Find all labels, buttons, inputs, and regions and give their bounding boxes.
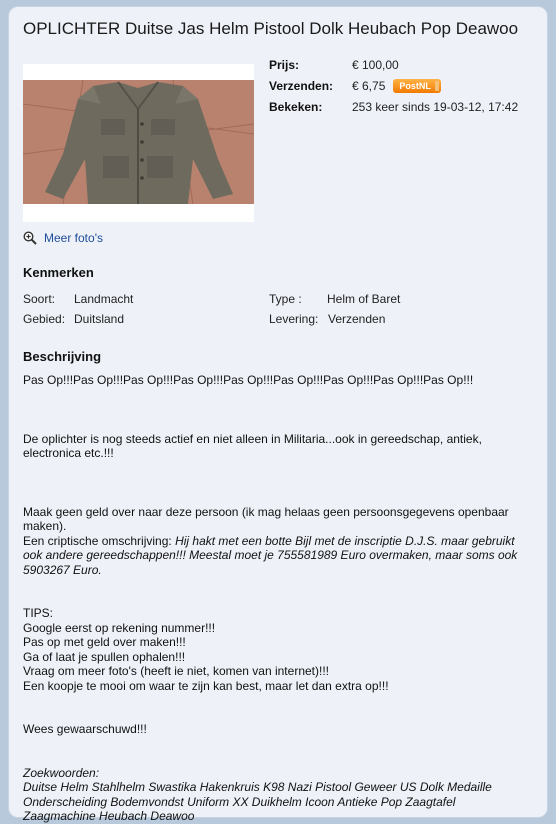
type-value: Helm of Baret — [327, 292, 401, 306]
listing-title: OPLICHTER Duitse Jas Helm Pistool Dolk Heubach Pop Deawoo — [23, 19, 519, 38]
cryptic-prefix: Een criptische omschrijving: — [23, 533, 176, 548]
price-value: € 100,00 — [352, 58, 399, 72]
shipping-label: Verzenden: — [269, 79, 334, 93]
shipping-value-wrap — [352, 79, 441, 93]
tips-line: Google eerst op rekening nummer!!! — [23, 620, 216, 635]
tips-line: Een koopje te mooi om waar te zijn kan best, maar let dan extra op!!! — [23, 678, 389, 693]
listing-card — [8, 6, 548, 823]
more-photos-label: Meer foto's — [44, 231, 103, 245]
cryptic-text: Hij hakt met een botte Bijl met de inscriptie D.J.S. maar gebruikt ook andere gereedschappen!!! Meestal moet je 755581989 Euro overmaken, maar soms ook 5903267 Euro. — [23, 533, 518, 577]
viewed-value: 253 keer sinds 19-03-12, 17:42 — [352, 100, 519, 114]
shipping-value: € 6,75 — [352, 79, 386, 93]
gebied-value: Duitsland — [74, 312, 125, 326]
levering-label: Levering: — [269, 312, 319, 326]
keywords-label: Zoekwoorden: — [23, 765, 100, 780]
tips-line: Ga of laat je spullen ophalen!!! — [23, 649, 186, 664]
keywords-text: Duitse Helm Stahlhelm Swastika Hakenkruis K98 Nazi Pistool Geweer US Dolk Medaille Onderscheiding Bodemvondst Uniform XX Duikhelm Icoon Antieke Pop Zaagtafel Zaagmachine Heubach Deawoo — [23, 780, 492, 823]
beschrijving-heading: Beschrijving — [23, 349, 102, 364]
description-line: Maak geen geld over naar deze persoon (ik mag helaas geen persoonsgegevens openbaar maken). — [23, 504, 509, 533]
type-label: Type : — [269, 292, 302, 306]
tips-line: Pas op met geld over maken!!! — [23, 635, 186, 649]
listing-photo[interactable] — [23, 64, 254, 222]
tips-line: Vraag om meer foto's (heeft ie niet, komen van internet)!!! — [23, 664, 329, 678]
kenmerken-heading: Kenmerken — [23, 265, 94, 280]
description-body — [23, 373, 523, 824]
soort-value: Landmacht — [74, 292, 134, 306]
price-label: Prijs: — [269, 58, 300, 72]
levering-value: Verzenden — [328, 312, 386, 326]
zoom-in-icon — [23, 231, 37, 245]
tips-line: TIPS: — [23, 606, 54, 620]
description-line: De oplichter is nog steeds actief en niet alleen in Militaria...ook in gereedschap, antiek, electronica etc.!!! — [23, 431, 482, 460]
more-photos-link[interactable] — [23, 231, 103, 245]
description-line — [23, 534, 523, 578]
jacket-photo-image — [23, 64, 254, 222]
gebied-label: Gebied: — [23, 312, 66, 326]
description-line: Pas Op!!!Pas Op!!!Pas Op!!!Pas Op!!!Pas Op!!!Pas Op!!!Pas Op!!!Pas Op!!!Pas Op!!! — [23, 373, 474, 387]
postnl-badge: PostNL — [393, 79, 441, 93]
viewed-label: Bekeken: — [269, 100, 323, 114]
warning-line: Wees gewaarschuwd!!! — [23, 722, 147, 736]
soort-label: Soort: — [23, 292, 56, 306]
